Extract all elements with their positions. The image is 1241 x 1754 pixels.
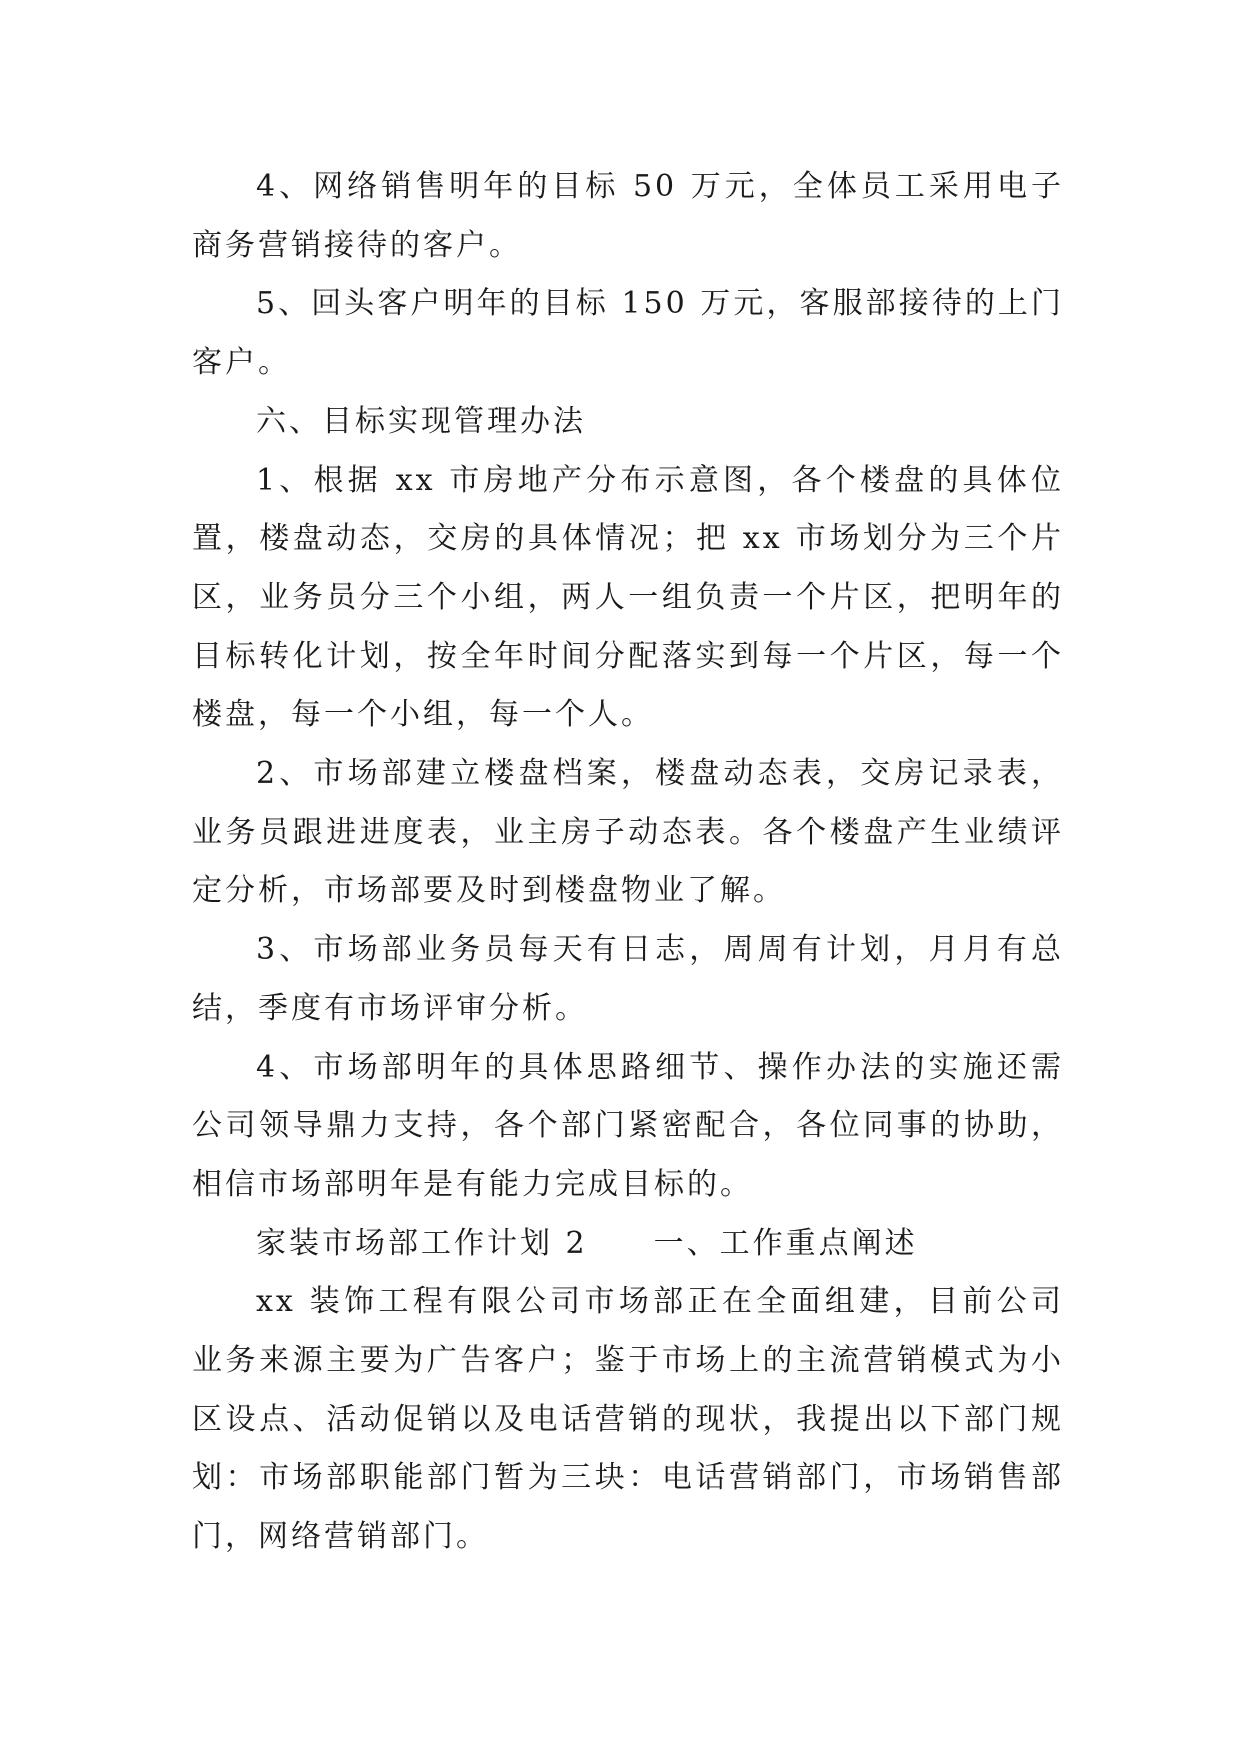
document-body [192, 158, 1064, 1567]
plan-2-heading: 家装市场部工作计划 2 一、工作重点阐述 [256, 1225, 918, 1261]
paragraph-online-sales-target: 4、网络销售明年的目标 50 万元，全体员工采用电子商务营销接待的客户。 [192, 169, 1064, 263]
paragraph-plan-2-intro: xx 装饰工程有限公司市场部正在全面组建，目前公司业务来源主要为广告客户；鉴于市场上的主流营销模式为小区设点、活动促销以及电话营销的现状，我提出以下部门规划：市场部职能部门暂为三块：电话营销部门，市场销售部门，网络营销部门。 [192, 1284, 1064, 1555]
paragraph-returning-customer-target: 5、回头客户明年的目标 150 万元，客服部接待的上门客户。 [192, 286, 1064, 381]
paragraph-method-1: 1、根据 xx 市房地产分布示意图，各个楼盘的具体位置，楼盘动态，交房的具体情况；把 xx 市场划分为三个片区，业务员分三个小组，两人一组负责一个片区，把明年的目标转化计划，按全年时间分配落实到每一个片区，每一个楼盘，每一个小组，每一个人。 [192, 462, 1064, 733]
paragraph-method-3: 3、市场部业务员每天有日志，周周有计划，月月有总结，季度有市场评审分析。 [192, 932, 1064, 1026]
paragraph-method-2: 2、市场部建立楼盘档案，楼盘动态表，交房记录表，业务员跟进进度表，业主房子动态表。各个楼盘产生业绩评定分析，市场部要及时到楼盘物业了解。 [192, 756, 1064, 909]
paragraph-method-4: 4、市场部明年的具体思路细节、操作办法的实施还需公司领导鼎力支持，各个部门紧密配合，各位同事的协助，相信市场部明年是有能力完成目标的。 [192, 1049, 1064, 1202]
section-heading-management-methods: 六、目标实现管理办法 [256, 403, 586, 439]
